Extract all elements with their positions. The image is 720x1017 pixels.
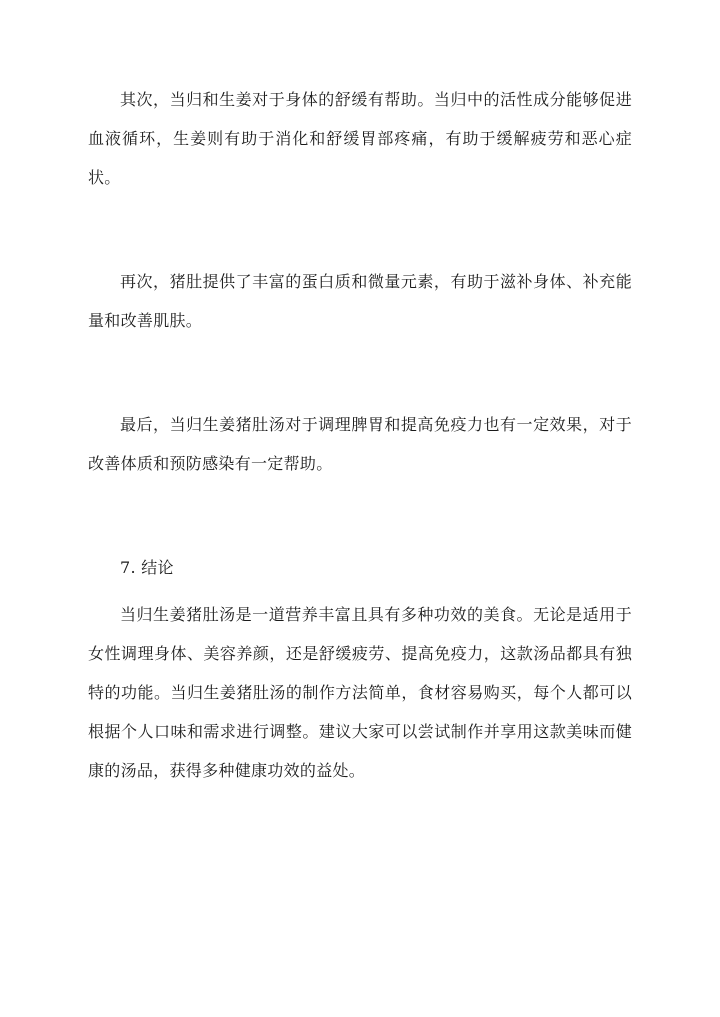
document-page (88, 80, 632, 790)
section-heading-conclusion: 7. 结论 (120, 558, 174, 577)
paragraph-tripe-nutrition: 再次，猪肚提供了丰富的蛋白质和微量元素，有助于滋补身体、补充能量和改善肌肤。 (88, 272, 632, 330)
heading-spacer (88, 587, 632, 595)
paragraph-immunity: 最后，当归生姜猪肚汤对于调理脾胃和提高免疫力也有一定效果，对于改善体质和预防感染有一定帮助。 (88, 415, 632, 473)
paragraph-spacer (88, 340, 632, 405)
paragraph-body-relief: 其次，当归和生姜对于身体的舒缓有帮助。当归中的活性成分能够促进血液循环，生姜则有助于消化和舒缓胃部疼痛，有助于缓解疲劳和恶心症状。 (88, 90, 632, 187)
paragraph-conclusion: 当归生姜猪肚汤是一道营养丰富且具有多种功效的美食。无论是适用于女性调理身体、美容养颜，还是舒缓疲劳、提高免疫力，这款汤品都具有独特的功能。当归生姜猪肚汤的制作方法简单，食材容易购买，每个人都可以根据个人口味和需求进行调整。建议大家可以尝试制作并享用这款美味而健康的汤品，获得多种健康功效的益处。 (88, 605, 632, 780)
paragraph-spacer (88, 483, 632, 548)
paragraph-spacer (88, 197, 632, 262)
